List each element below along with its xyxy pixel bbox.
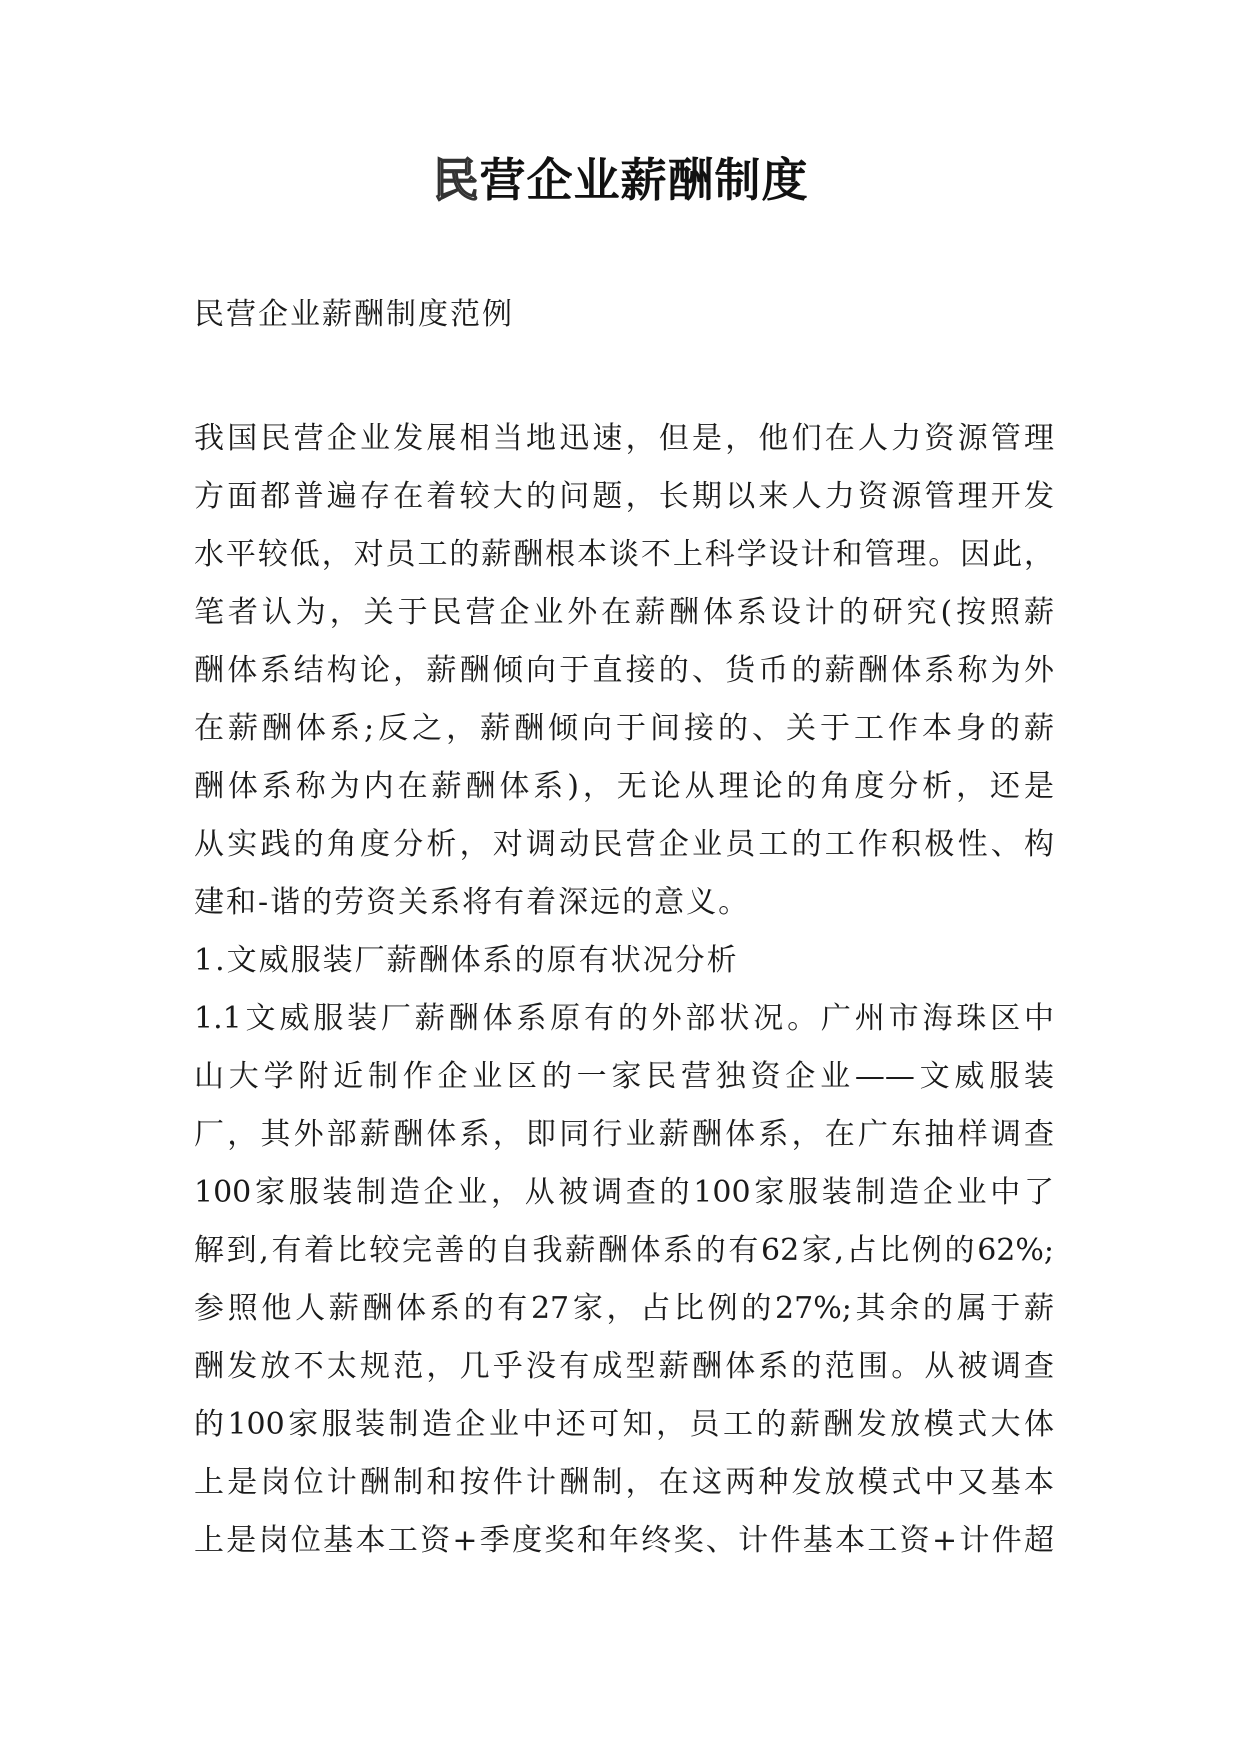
body-line: 的100家服装制造企业中还可知，员工的薪酬发放模式大体 bbox=[194, 1407, 1054, 1442]
section-heading: 1.文威服装厂薪酬体系的原有状况分析 bbox=[194, 943, 739, 978]
body-line: 上是岗位计酬制和按件计酬制，在这两种发放模式中又基本 bbox=[194, 1465, 1054, 1500]
document-subtitle: 民营企业薪酬制度范例 bbox=[194, 297, 514, 332]
body-line: 1.1文威服装厂薪酬体系原有的外部状况。广州市海珠区中 bbox=[194, 1001, 1054, 1036]
document-body bbox=[194, 410, 1054, 1570]
body-line: 100家服装制造企业，从被调查的100家服装制造企业中了 bbox=[194, 1175, 1054, 1210]
body-line: 参照他人薪酬体系的有27家，占比例的27%;其余的属于薪 bbox=[194, 1291, 1054, 1326]
document-title bbox=[0, 150, 1241, 210]
title-first-char: 民 bbox=[432, 153, 480, 207]
body-line: 建和-谐的劳资关系将有着深远的意义。 bbox=[194, 885, 751, 920]
title-rest: 营企业薪酬制度 bbox=[479, 153, 809, 207]
body-line: 酬体系结构论，薪酬倾向于直接的、货币的薪酬体系称为外 bbox=[194, 653, 1054, 688]
body-line: 从实践的角度分析，对调动民营企业员工的工作积极性、构 bbox=[194, 827, 1054, 862]
body-line: 笔者认为，关于民营企业外在薪酬体系设计的研究(按照薪 bbox=[194, 595, 1054, 630]
body-line: 方面都普遍存在着较大的问题，长期以来人力资源管理开发 bbox=[194, 479, 1054, 514]
body-line: 厂，其外部薪酬体系，即同行业薪酬体系，在广东抽样调查 bbox=[194, 1117, 1054, 1152]
body-line: 上是岗位基本工资+季度奖和年终奖、计件基本工资+计件超 bbox=[194, 1523, 1054, 1558]
body-line: 酬体系称为内在薪酬体系)，无论从理论的角度分析，还是 bbox=[194, 769, 1054, 804]
body-line: 在薪酬体系;反之，薪酬倾向于间接的、关于工作本身的薪 bbox=[194, 711, 1054, 746]
body-line: 我国民营企业发展相当地迅速，但是，他们在人力资源管理 bbox=[194, 421, 1054, 456]
body-line: 水平较低，对员工的薪酬根本谈不上科学设计和管理。因此， bbox=[194, 537, 1054, 572]
body-line: 解到,有着比较完善的自我薪酬体系的有62家,占比例的62%; bbox=[194, 1233, 1054, 1268]
body-line: 山大学附近制作企业区的一家民营独资企业——文威服装 bbox=[194, 1059, 1054, 1094]
body-line: 酬发放不太规范，几乎没有成型薪酬体系的范围。从被调查 bbox=[194, 1349, 1054, 1384]
